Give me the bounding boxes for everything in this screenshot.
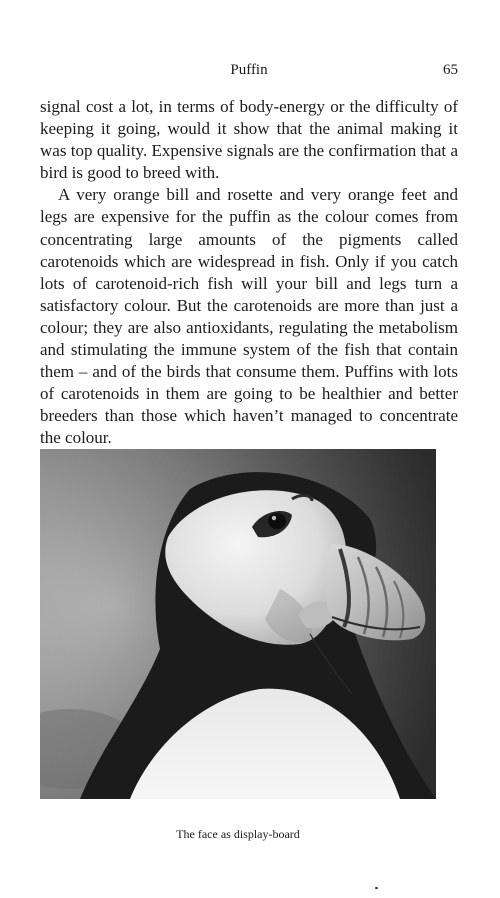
body-text <box>40 96 458 450</box>
puffin-photo <box>40 449 436 799</box>
page-number: 65 <box>443 62 458 78</box>
paragraph-carotenoids: A very orange bill and rosette and very orange feet and legs are expensive for the puffin as the colour comes from concentrating large amounts of the pigments called carotenoids which are widespread in fish. Only if you catch lots of carotenoid-rich fish will your bill and legs turn a satisfactory colour. But the carotenoids are more than just a colour; they are also antioxidants, regulating the metabolism and stimulating the immune system of the fish that contain them – and of the birds that consume them. Puffins with lots of carotenoids in them are going to be healthier and better breeders than those which haven’t managed to concentrate the colour. <box>40 185 458 448</box>
figure-caption: The face as display-board <box>176 827 300 841</box>
running-head <box>40 60 458 80</box>
print-speck <box>375 887 378 889</box>
paragraph-continued: signal cost a lot, in terms of body-energy or the difficulty of keeping it going, would it show that the animal making it was top quality. Expensive signals are the confirmation that a bird is good to breed with. <box>40 97 458 183</box>
running-title: Puffin <box>230 62 268 78</box>
